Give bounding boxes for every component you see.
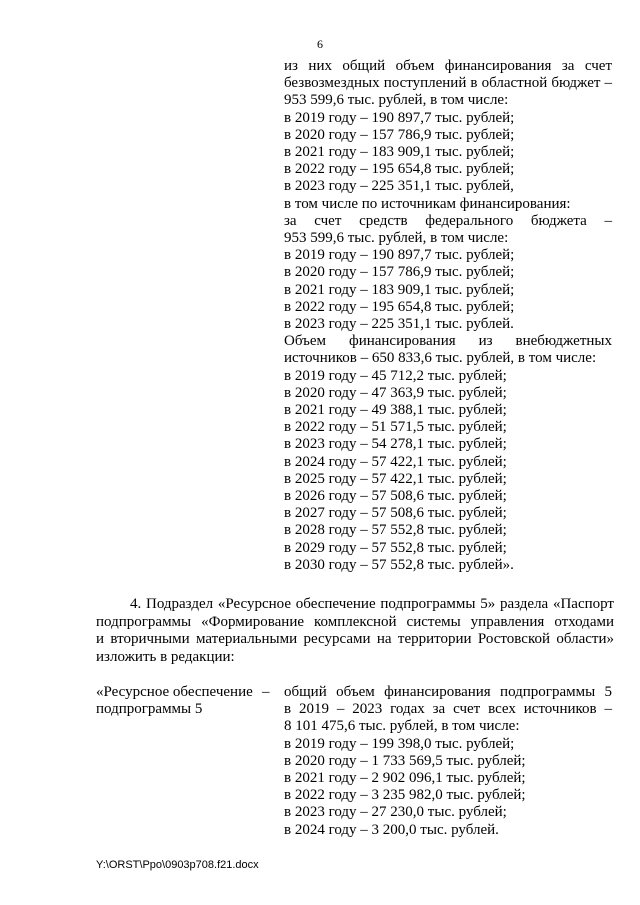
text-line: в 2021 году – 183 909,1 тыс. рублей; <box>284 281 515 298</box>
text-line: в 2021 году – 2 902 096,1 тыс. рублей; <box>284 770 526 787</box>
file-path-footer: Y:\ORST\Ppo\0903p708.f21.docx <box>96 859 259 871</box>
text-line: в 2023 году – 27 230,0 тыс. рублей; <box>284 804 507 821</box>
text-line: в 2019 году – 199 398,0 тыс. рублей; <box>284 735 515 752</box>
text-line: 8 101 475,6 тыс. рублей, в том числе: <box>284 718 520 735</box>
text-line: в 2028 году – 57 552,8 тыс. рублей; <box>284 522 507 539</box>
text-line: из них общий объем финансирования за счет <box>284 58 612 74</box>
text-line: в 2027 году – 57 508,6 тыс. рублей; <box>284 505 507 522</box>
text-line: подпрограммы «Формирование комплексной системы управления отходами <box>96 613 614 630</box>
text-line: 953 599,6 тыс. рублей, в том числе: <box>284 230 509 247</box>
text-line: в 2025 году – 57 422,1 тыс. рублей; <box>284 470 507 487</box>
text-line: общий объем финансирования подпрограммы 5 <box>284 684 612 700</box>
text-line: в 2022 году – 195 654,8 тыс. рублей; <box>284 161 515 178</box>
text-line: в 2020 году – 157 786,9 тыс. рублей; <box>284 264 515 281</box>
text-line: и вторичными материальными ресурсами на территории Ростовской области» <box>96 631 614 647</box>
text-line: в 2021 году – 183 909,1 тыс. рублей; <box>284 144 515 161</box>
section-4-paragraph <box>96 596 614 666</box>
text-line: в 2019 году – 190 897,7 тыс. рублей; <box>284 247 515 264</box>
text-line: 4. Подраздел «Ресурсное обеспечение подпрограммы 5» раздела «Паспорт <box>130 596 614 612</box>
text-line: в 2023 году – 225 351,1 тыс. рублей. <box>284 316 514 333</box>
text-line: изложить в редакции: <box>96 648 235 665</box>
text-line: в 2022 году – 51 571,5 тыс. рублей; <box>284 419 507 436</box>
text-line: за счет средств федерального бюджета – <box>284 212 612 229</box>
text-line: в 2022 году – 195 654,8 тыс. рублей; <box>284 298 515 315</box>
text-line: в 2020 году – 47 363,9 тыс. рублей; <box>284 384 507 401</box>
table-left-cell <box>96 684 281 718</box>
text-line: в 2029 году – 57 552,8 тыс. рублей; <box>284 539 507 556</box>
text-line: в 2023 году – 54 278,1 тыс. рублей; <box>284 436 507 453</box>
funding-block-1 <box>284 58 612 574</box>
text-line: в 2026 году – 57 508,6 тыс. рублей; <box>284 488 507 505</box>
text-line: источников – 650 833,6 тыс. рублей, в том числе: <box>284 350 597 367</box>
text-line: в 2024 году – 57 422,1 тыс. рублей; <box>284 453 507 470</box>
text-line: в 2020 году – 1 733 569,5 тыс. рублей; <box>284 752 526 769</box>
text-line: 953 599,6 тыс. рублей, в том числе: <box>284 92 509 109</box>
table-right-cell <box>284 684 612 839</box>
text-line: Объем финансирования из внебюджетных <box>284 333 612 350</box>
resource-label: «Ресурсное обеспечение <box>96 684 253 700</box>
page-number: 6 <box>317 37 323 51</box>
text-line: в 2021 году – 49 388,1 тыс. рублей; <box>284 402 507 419</box>
text-line: в 2019 году – 45 712,2 тыс. рублей; <box>284 367 507 384</box>
text-line: безвозмездных поступлений в областной бюджет – <box>284 75 612 92</box>
text-line: в 2024 году – 3 200,0 тыс. рублей. <box>284 821 499 838</box>
resource-label: подпрограммы 5 <box>96 701 203 718</box>
text-line: в 2030 году – 57 552,8 тыс. рублей». <box>284 556 514 573</box>
dash-separator: – <box>262 684 270 700</box>
text-line: в 2023 году – 225 351,1 тыс. рублей, <box>284 178 514 195</box>
text-line: в 2019 – 2023 годах за счет всех источников – <box>284 701 612 718</box>
text-line: в том числе по источникам финансирования: <box>284 195 571 212</box>
text-line: в 2022 году – 3 235 982,0 тыс. рублей; <box>284 787 526 804</box>
text-line: в 2019 году – 190 897,7 тыс. рублей; <box>284 109 515 126</box>
text-line: в 2020 году – 157 786,9 тыс. рублей; <box>284 126 515 143</box>
